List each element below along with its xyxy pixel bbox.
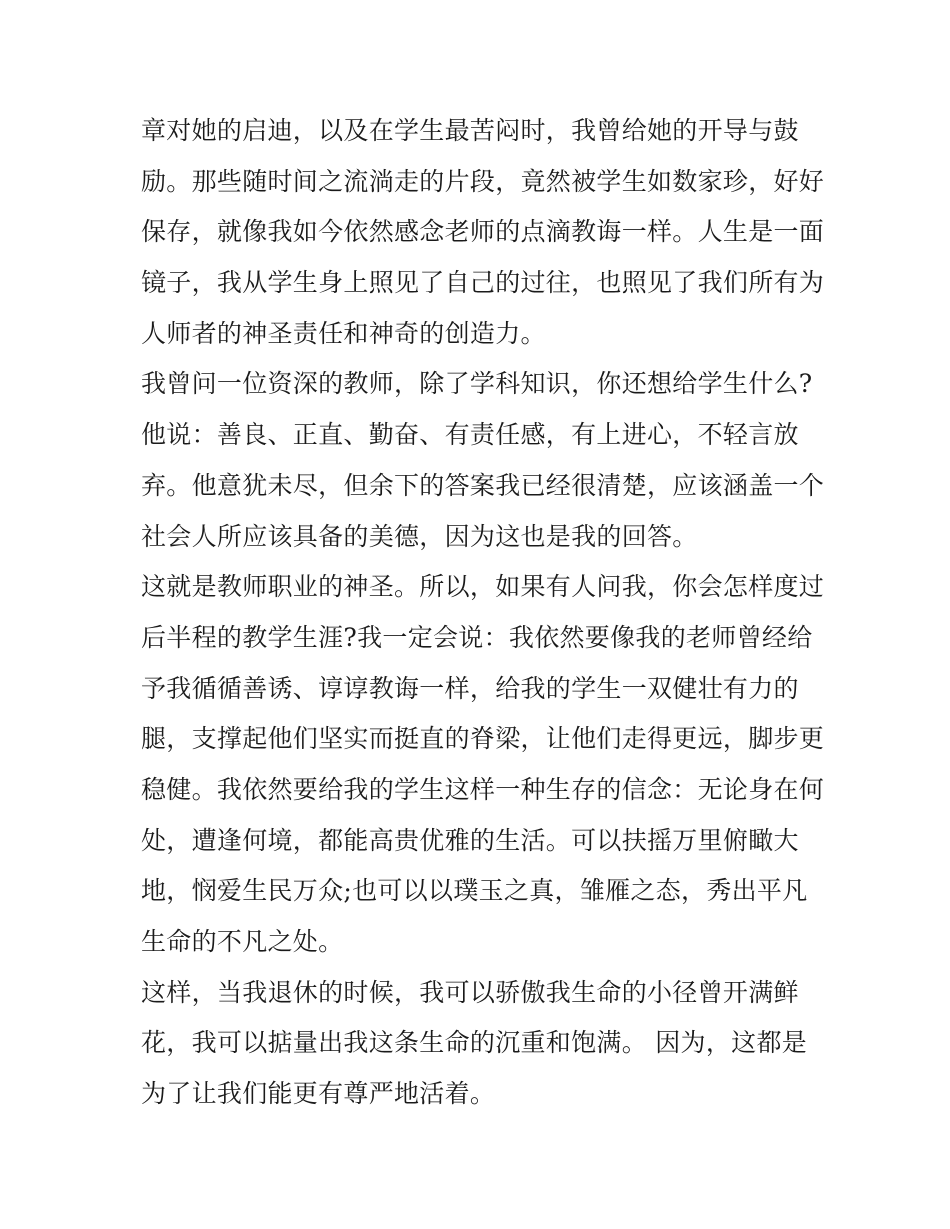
- text-line: 花，我可以掂量出我这条生命的沉重和饱满。 因为，这都是: [141, 1028, 808, 1058]
- text-line: 保存，就像我如今依然感念老师的点滴教诲一样。人生是一面: [141, 217, 825, 247]
- text-line: 这就是教师职业的神圣。所以，如果有人问我，你会怎样度过: [141, 572, 825, 602]
- text-line: 后半程的教学生涯?我一定会说：我依然要像我的老师曾经给: [141, 622, 813, 652]
- text-line: 稳健。我依然要给我的学生这样一种生存的信念：无论身在何: [141, 774, 825, 804]
- text-line: 生命的不凡之处。: [141, 927, 344, 956]
- text-line: 我曾问一位资深的教师，除了学科知识，你还想给学生什么?: [141, 369, 813, 399]
- text-line: 为了让我们能更有尊严地活着。: [141, 1079, 496, 1109]
- text-line: 地，悯爱生民万众;也可以以璞玉之真，雏雁之态，秀出平凡: [141, 876, 808, 906]
- text-line: 励。那些随时间之流淌走的片段，竟然被学生如数家珍，好好: [141, 166, 825, 196]
- text-line: 他说：善良、正直、勤奋、有责任感，有上进心，不轻言放: [141, 420, 799, 450]
- text-line: 章对她的启迪，以及在学生最苦闷时，我曾给她的开导与鼓: [141, 116, 799, 145]
- text-line: 弃。他意犹未尽，但余下的答案我已经很清楚，应该涵盖一个: [141, 470, 825, 500]
- text-line: 腿，支撑起他们坚实而挺直的脊梁，让他们走得更远，脚步更: [141, 724, 825, 754]
- body-text: [141, 106, 825, 1120]
- text-line: 人师者的神圣责任和神奇的创造力。: [141, 318, 546, 348]
- text-line: 这样，当我退休的时候，我可以骄傲我生命的小径曾开满鲜: [141, 977, 799, 1007]
- text-line: 镜子，我从学生身上照见了自己的过往，也照见了我们所有为: [141, 268, 825, 298]
- text-line: 社会人所应该具备的美德，因为这也是我的回答。: [141, 521, 698, 551]
- text-line: 处，遭逢何境，都能高贵优雅的生活。可以扶摇万里俯瞰大: [141, 825, 799, 855]
- text-line: 予我循循善诱、谆谆教诲一样，给我的学生一双健壮有力的: [141, 673, 799, 703]
